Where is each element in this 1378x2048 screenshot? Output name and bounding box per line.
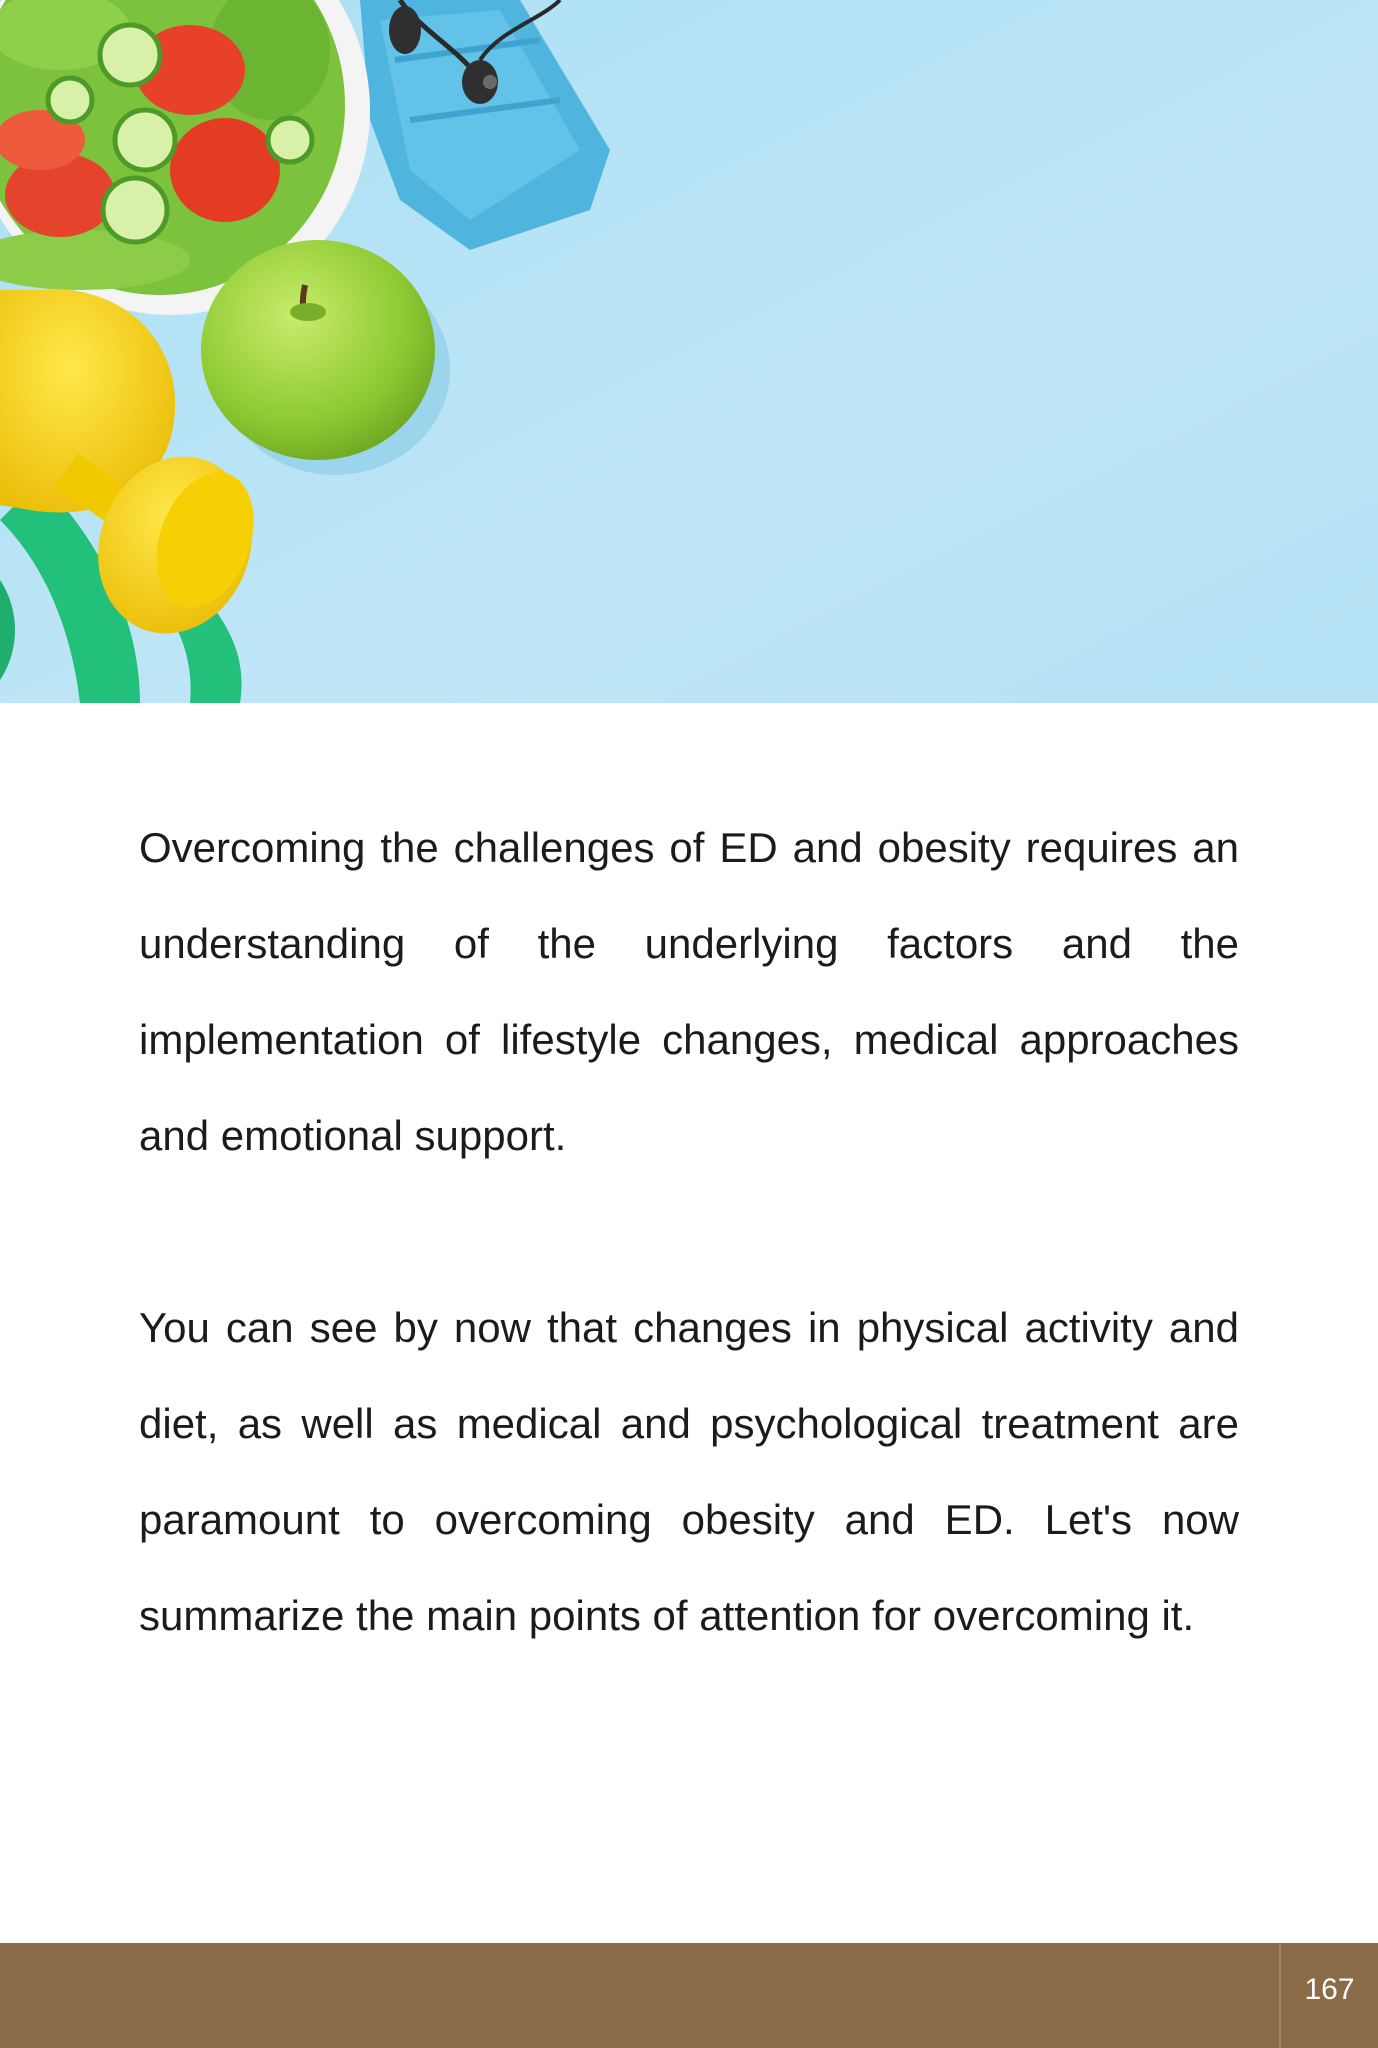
- page-footer: [0, 1943, 1378, 2048]
- paragraph-summary: You can see by now that changes in physical activity and diet, as well as medical and psychological treatment are paramount to overcoming obesity and ED. Let's now summarize the main points of attention for overcoming it.: [139, 1304, 1239, 1639]
- page-number: 167: [1304, 1973, 1355, 2006]
- page-number-box: [1279, 1943, 1378, 2048]
- hero-photo: [0, 0, 1378, 703]
- paragraph-intro: Overcoming the challenges of ED and obesity requires an understanding of the underlying factors and the implementation of lifestyle changes, medical approaches and emotional support.: [139, 824, 1239, 1159]
